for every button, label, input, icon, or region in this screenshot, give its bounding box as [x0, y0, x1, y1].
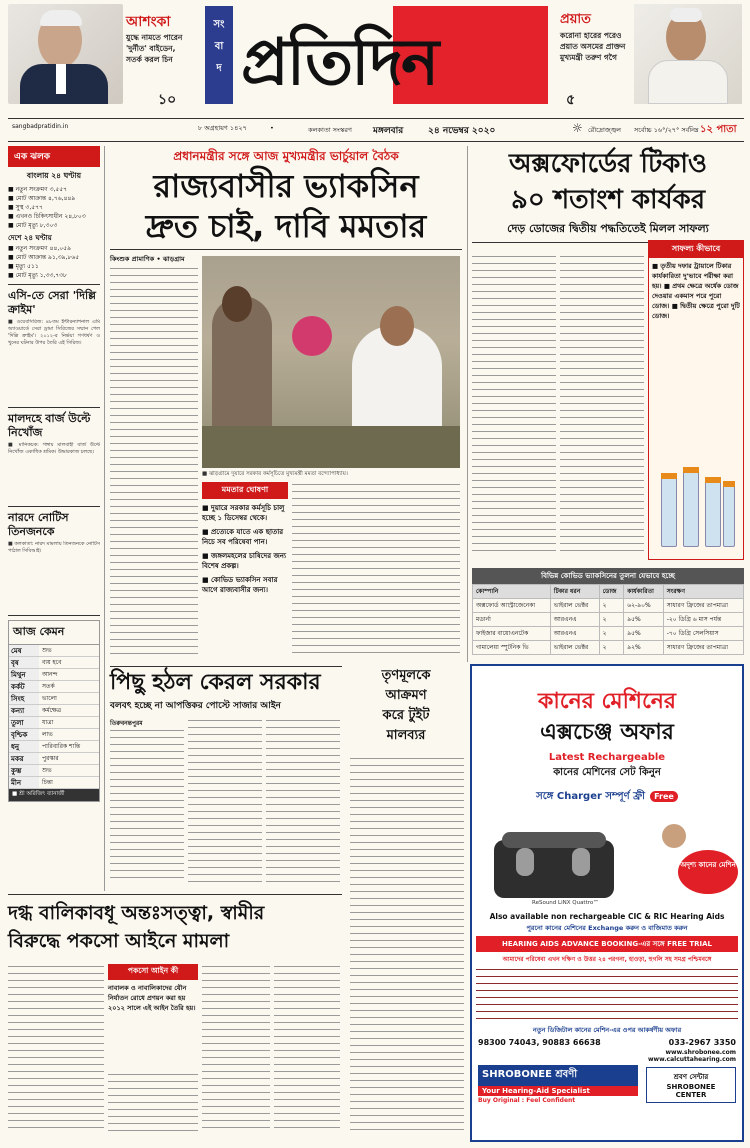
zodiac-text: ব্যয় হবে: [42, 659, 62, 666]
oxford-body-col2: [560, 254, 644, 554]
horoscope-row: [9, 693, 99, 705]
zodiac-text: শুভ: [42, 647, 52, 654]
lead-box: [202, 482, 288, 650]
table-cell: ৬২-৯০%: [624, 599, 663, 613]
zodiac-sign: মিথুন: [9, 669, 39, 680]
ad-charger: সঙ্গে Charger সম্পূর্ণ ফ্রী: [536, 791, 645, 802]
bengal-title: বাংলায় ২৪ ঘণ্টায়: [26, 171, 82, 180]
left-teaser-page: ১০: [158, 92, 177, 108]
horoscope-row: [9, 777, 99, 789]
date: ২৪ নভেম্বর ২০২০: [428, 126, 496, 136]
vaccine-vial-image: [655, 467, 739, 555]
horoscope-row: [9, 753, 99, 765]
story1-title[interactable]: এসি-তে সেরা 'দিল্লি ক্রাইম': [8, 289, 96, 316]
ad-brand: SHROBONEE শ্রবণী: [478, 1065, 638, 1086]
horoscope-row: [9, 669, 99, 681]
vaccine-comparison-table: [472, 584, 744, 655]
logo-side-text: সং বা দ: [213, 19, 225, 74]
right-teaser-title: প্রয়াত: [560, 12, 591, 27]
trinamool-line: মালব্যর: [386, 728, 426, 743]
stat-line: ■ নতুন সংক্রমণ ৩,৫৫৭: [8, 186, 68, 193]
lead-box-title: মমতার ঘোষণা: [202, 482, 288, 499]
table-cell: ২: [599, 599, 624, 613]
horoscope-row: [9, 681, 99, 693]
biden-photo: [8, 4, 123, 104]
sun-icon: ☼: [572, 121, 583, 135]
table-cell: ২: [599, 613, 624, 627]
lead-box-item: ■ জঙ্গলমহলের চাষিদের জন্য বিশেষ প্রকল্প।: [202, 552, 286, 570]
vaccine-table: [472, 568, 744, 660]
right-teaser-page: ৫: [566, 92, 576, 108]
masthead: [0, 0, 750, 136]
zodiac-sign: তুলা: [9, 717, 39, 728]
story2-text: ■ মানিকচক: গঙ্গায় মালবাহী বার্জ উল্টে নিখোঁজ একাধিক শ্রমিক। উদ্ধারকাজ চলছে।: [8, 442, 100, 455]
horoscope-row: [9, 645, 99, 657]
horoscope-row: [9, 657, 99, 669]
oxford-body-col1: [472, 254, 556, 554]
lead-kicker: প্রধানমন্ত্রীর সঙ্গে আজ মুখ্যমন্ত্রীর ভার্চুয়াল বৈঠক: [173, 149, 399, 163]
kerala-body-col2: [188, 718, 262, 884]
lead-story[interactable]: [110, 146, 462, 662]
table-cell: মডার্না: [473, 613, 551, 627]
india-stats: [8, 244, 100, 280]
table-header-cell: সংরক্ষণ: [663, 585, 743, 599]
table-row: [473, 627, 744, 641]
ad-phone[interactable]: 98300 74043, 90883 66638: [478, 1038, 601, 1047]
lead-body-col1: [110, 266, 198, 584]
zodiac-text: যাত্রা: [42, 719, 54, 726]
day: মঙ্গলবার: [373, 126, 404, 136]
story2-title[interactable]: মালদহে বার্জ উল্টে নিখোঁজ: [8, 412, 91, 439]
zodiac-text: ভালো: [42, 695, 57, 702]
ad-headline-2: এক্সচেঞ্জ অফার: [540, 720, 674, 745]
trinamool-story[interactable]: [346, 666, 466, 1136]
lead-body-col3: [110, 588, 198, 658]
stat-line: ■ মোট আক্রান্ত ৯১,৩৯,৮৬৫: [8, 254, 80, 261]
oxford-box-text: ■ তৃতীয় দফার ট্রায়ালে টিকার কার্যকারিতা দু'ভাবে পরীক্ষা করা হয়। ■ প্রথম ক্ষেত্রে অর্ধেক ডোজ দেওয়ার একমাস পরে পুরো ডোজ। ■ দ্বিতীয় ক্ষেত্রে পুরো দুটি ডোজ।: [652, 262, 740, 320]
oxford-box-title: সাফল্য কীভাবে: [649, 241, 743, 258]
temperature: সর্বোচ্চ ১৬°/২৭° সর্বনিম্ন: [634, 126, 699, 134]
oxford-story[interactable]: [472, 146, 744, 566]
flash-title: এক ঝলক: [8, 146, 100, 167]
horoscope-row: [9, 717, 99, 729]
india-title: দেশে ২৪ ঘণ্টায়: [8, 234, 52, 242]
story3-text: ■ কলকাতা: নারদ মামলায় তিনজনকে নোটিস পাঠাল সিবিআই।: [8, 541, 100, 554]
ad-exchange: পুরনো কানের মেশিনের Exchange করুন ও বাজিমাত করুন: [526, 924, 688, 932]
table-cell: ৯২%: [624, 641, 663, 655]
table-cell: -৭০ ডিগ্রি সেলসিয়াস: [663, 627, 743, 641]
lead-photo-caption: ■ ঝাড়গ্রামে দুয়ারে সরকার কর্মসূচিতে মুখ্যমন্ত্রী মমতা বন্দ্যোপাধ্যায়।: [202, 471, 348, 477]
zodiac-text: সতর্ক: [42, 683, 55, 690]
zodiac-text: লাভ: [42, 731, 53, 738]
stat-line: ■ মোট আক্রান্ত ৪,৭৬,৪৪৯: [8, 195, 76, 202]
zodiac-sign: কর্কট: [9, 681, 39, 692]
bengal-stats: [8, 185, 100, 230]
zodiac-sign: মীন: [9, 777, 39, 788]
lead-photo: [202, 256, 460, 468]
right-teaser-text: করোনা হারের পরেও প্রয়াত অসমের প্রাক্তন মুখ্যমন্ত্রী তরুণ গগৈ: [560, 31, 626, 62]
zodiac-sign: কন্যা: [9, 705, 39, 716]
zodiac-sign: ধনু: [9, 741, 39, 752]
left-teaser-title: আশংকা: [126, 14, 171, 30]
ad-headline-1: কানের মেশিনের: [537, 689, 677, 714]
horoscope: [8, 620, 100, 802]
story3-title[interactable]: নারদে নোটিস তিনজনকে: [8, 511, 69, 538]
story1-text: ■ ওয়েবসিরিজ: ৪৮তম ইন্টারন্যাশনাল এমি অ্যাওয়ার্ডে সেরা ড্রামা সিরিজের সম্মান পেল 'দিল্লি ক্রাইম'। ২০১২-র নির্ভয়া গণধর্ষণ ও খুনের ঘটনার উপর তৈরি এই সিরিজ।: [8, 319, 100, 346]
lead-headline-1: রাজ্যবাসীর ভ্যাকসিন: [153, 167, 419, 205]
table-row: [473, 599, 744, 613]
horoscope-row: [9, 705, 99, 717]
zodiac-text: চিন্তা: [42, 779, 53, 786]
bottom-body-col2: [108, 1072, 198, 1134]
date-bengali: ৮ অগ্রহায়ণ ১৪২৭: [198, 124, 247, 132]
left-teaser-text: যুদ্ধে নামতে পারেন 'দুর্নীত' বাইডেন, সতর্ক করল চিন: [126, 33, 183, 64]
right-teaser[interactable]: [556, 4, 744, 108]
kerala-byline: তিরুবনন্তপুরম: [110, 720, 143, 727]
ad-phone-2[interactable]: 033-2967 3350: [668, 1038, 736, 1047]
table-cell: সাধারণ ফ্রিজের তাপমাত্রা: [663, 599, 743, 613]
horoscope-row: [9, 729, 99, 741]
left-teaser[interactable]: [8, 4, 198, 108]
zodiac-text: পারিবারিক শান্তি: [42, 743, 81, 750]
table-row: [473, 613, 744, 627]
table-cell: ভাইরাল ভেক্টর: [550, 641, 599, 655]
oxford-headline-1: অক্সফোর্ডের টিকাও: [508, 149, 708, 179]
stat-line: ■ এখনও চিকিৎসাধীন ২৪,৮০৩: [8, 213, 86, 220]
ad-free-badge: Free: [650, 791, 678, 802]
bottom-headline-1: দগ্ধ বালিকাবধূ অন্তঃসত্ত্বা, স্বামীর: [8, 902, 265, 924]
ad-also-available: Also available non rechargeable CIC & RIC Hearing Aids: [489, 912, 725, 921]
table-cell: ফাইজার বায়োএনটেক: [473, 627, 551, 641]
table-cell: ৯৫%: [624, 627, 663, 641]
ad-offer: কানের মেশিনের সেট কিনুন: [553, 767, 661, 778]
table-cell: গামালেয়া স্পুটনিক ভি: [473, 641, 551, 655]
zodiac-text: শুভ: [42, 767, 52, 774]
pocso-box: [108, 964, 198, 1068]
lead-box-item: ■ দুয়ারে সরকার কর্মসূচি চালু হচ্ছে ১ ডিসেম্বর থেকে।: [202, 504, 285, 522]
zodiac-sign: কুম্ভ: [9, 765, 39, 776]
bottom-body-col1: [8, 964, 104, 1134]
table-cell: অক্সফোর্ড অ্যাস্ট্রাজেনেকা: [473, 599, 551, 613]
lead-box-item: ■ প্রত্যেকে যাতে এক ছাতার নিচে সব পরিষেবা পান।: [202, 528, 284, 546]
bottom-headline-2: বিরুদ্ধে পকসো আইনে মামলা: [8, 930, 230, 952]
oxford-sub: দেড় ডোজের দ্বিতীয় পদ্ধতিতেই মিলল সাফল্য: [507, 222, 709, 235]
ad-invisible-badge: অদৃশ্য কানের মেশিন: [678, 850, 738, 894]
lead-body-col2: [292, 482, 460, 658]
bottom-body-col4: [274, 964, 340, 1134]
zodiac-text: পুরস্কার: [42, 755, 59, 762]
ad-latest: Latest Rechargeable: [548, 752, 666, 763]
hearing-aid-product-image: [472, 810, 742, 910]
horoscope-row: [9, 765, 99, 777]
page-count: ১২ পাতা: [700, 124, 737, 135]
ad-branch-list: [476, 967, 738, 1023]
horoscope-row: [9, 741, 99, 753]
table-cell: সাধারণ ফ্রিজের তাপমাত্রা: [663, 641, 743, 655]
trinamool-line: আক্রমণ: [385, 688, 427, 703]
weather: রৌদ্রোজ্জ্বল: [588, 126, 621, 134]
table-header-cell: টিকার ধরন: [550, 585, 599, 599]
ad-tagline: Your Hearing-Aid Specialist: [478, 1086, 638, 1096]
ad-new-tech: নতুন ডিজিটাল কানের মেশিন-এর ওপর আকর্ষণীয় অফার: [532, 1026, 682, 1034]
ad-center: শ্রবণ সেন্টার SHROBONEE CENTER: [646, 1067, 736, 1103]
edition: কলকাতা সংস্করণ: [308, 126, 352, 134]
kerala-body-col3: [266, 718, 340, 884]
hearing-aid-ad[interactable]: [470, 664, 744, 1142]
trinamool-line: করে টুইট: [382, 708, 430, 723]
table-cell: ২: [599, 641, 624, 655]
logo[interactable]: [205, 6, 550, 104]
pocso-box-title: পকসো আইন কী: [108, 964, 198, 980]
bottom-body-col3: [202, 964, 270, 1134]
kerala-body-col1: [110, 728, 184, 884]
stat-line: ■ নতুন সংক্রমণ ৪৪,০৫৯: [8, 245, 71, 252]
zodiac-text: আনন্দ: [42, 671, 58, 678]
ad-branches: আমাদের পরিষেবা এখন দক্ষিণ ও উত্তর ২৪ পরগনা, হাওড়া, হুগলি সহ সমগ্র পশ্চিমবঙ্গে: [502, 956, 712, 963]
vaccine-table-title: বিভিন্ন কোভিড ভ্যাকসিনের তুলনা যেভাবে হচ্ছে: [472, 568, 744, 584]
table-row: [473, 641, 744, 655]
website[interactable]: sangbadpratidin.in: [12, 123, 69, 130]
bottom-story[interactable]: [8, 894, 342, 1140]
zodiac-sign: মেষ: [9, 645, 39, 656]
trinamool-body: [350, 756, 464, 1130]
ad-advance: HEARING AIDS ADVANCE BOOKING-এর সঙ্গে FREE TRIAL: [476, 936, 738, 952]
oxford-box: [648, 240, 744, 560]
table-cell: ২: [599, 627, 624, 641]
zodiac-sign: বৃষ: [9, 657, 39, 668]
separator-dot: •: [270, 124, 274, 132]
zodiac-sign: মকর: [9, 753, 39, 764]
table-header-cell: কোম্পানি: [473, 585, 551, 599]
table-cell: -২০ ডিগ্রি ৬ মাস পর্যন্ত: [663, 613, 743, 627]
table-cell: ৯৫%: [624, 613, 663, 627]
pocso-box-text: নাবালক ও নাবালিকাদের যৌন নির্যাতন রোধে প্রণয়ন করা হয় ২০১২ সালে এই আইন তৈরি হয়।: [108, 984, 196, 1012]
astrologer: ■ শ্রী অরিজিৎ ব্যানার্জী: [9, 789, 99, 801]
logo-text: প্রতিদিন: [241, 26, 438, 100]
table-cell: ভাইরাল ভেক্টর: [550, 599, 599, 613]
lead-headline-2: দ্রুত চাই, দাবি মমতার: [145, 207, 427, 245]
lead-byline: কিংশুক প্রামাণিক • ঝাড়গ্রাম: [110, 255, 185, 263]
sidebar: [8, 146, 100, 891]
zodiac-text: কর্মক্ষেত্র: [42, 707, 62, 714]
oxford-headline-2: ৯০ শতাংশ কার্যকর: [510, 185, 706, 215]
kerala-story[interactable]: [110, 666, 342, 890]
stat-line: ■ মৃত্যু ৫১১: [8, 263, 39, 270]
zodiac-sign: সিংহ: [9, 693, 39, 704]
ad-website-2[interactable]: www.calcuttahearing.com: [648, 1056, 736, 1063]
stat-line: ■ মোট মৃত্যু ১,৩৩,৭৩৮: [8, 272, 67, 279]
stat-line: ■ মোট মৃত্যু ৮,৩০৩: [8, 222, 58, 229]
horoscope-list: [9, 645, 99, 789]
table-header-cell: কার্যকারিতা: [624, 585, 663, 599]
lead-box-item: ■ কোভিড ভ্যাকসিন সবার আগে রাজ্যবাসীর জন্য।: [202, 576, 278, 594]
horoscope-title: আজ কেমন: [9, 621, 99, 645]
zodiac-sign: বৃশ্চিক: [9, 729, 39, 740]
trinamool-line: তৃণমূলকে: [381, 668, 431, 683]
kerala-headline: পিছু হঠল কেরল সরকার: [110, 670, 321, 695]
stat-line: ■ সুস্থ ৩,৫৭৭: [8, 204, 43, 211]
gogoi-photo: [634, 4, 742, 104]
table-cell: আরএনএ: [550, 613, 599, 627]
ad-product-name: ReSound LiNX Quattro™: [532, 900, 599, 906]
ad-website[interactable]: www.shrobonee.com: [665, 1049, 736, 1056]
ad-buy: Buy Original : Feel Confident: [478, 1097, 576, 1104]
info-bar: [8, 118, 744, 142]
table-header-cell: ডোজ: [599, 585, 624, 599]
table-cell: আরএনএ: [550, 627, 599, 641]
kerala-sub: বলবৎ হচ্ছে না আপত্তিকর পোস্টে সাজার আইন: [110, 701, 281, 711]
